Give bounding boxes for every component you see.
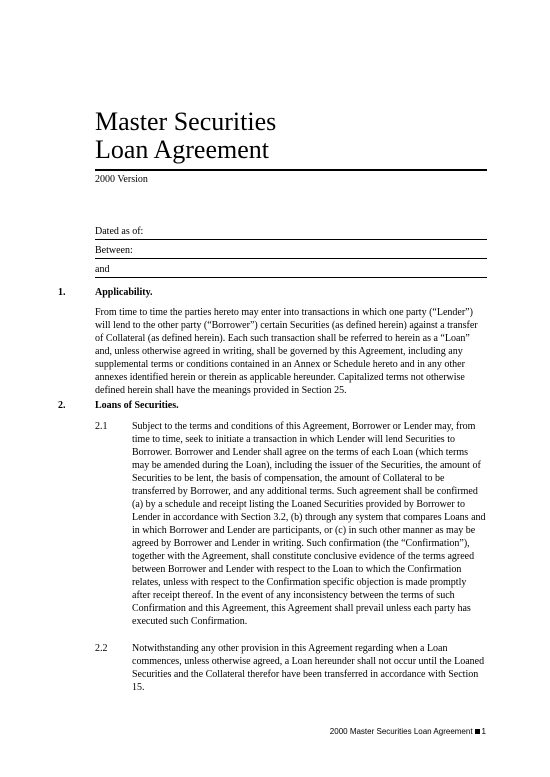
page-number: 1: [481, 727, 486, 736]
section-1-heading: [58, 286, 153, 299]
section-2-heading: [58, 399, 179, 412]
document-title: [95, 108, 276, 164]
page-footer: [330, 727, 486, 736]
between-label: Between:: [95, 245, 133, 256]
subsection-number: 2.1: [95, 421, 108, 432]
title-line-1: Master Securities: [95, 107, 277, 136]
subsection-text: Subject to the terms and conditions of this Agreement, Borrower or Lender may, from time to time, seek to initiate a transaction in which Lender will lend Securities to Borrower. Borrower and Lender shall agree on the terms of each Loan (which terms may be amended during the Loan), including the issuer of the Securities, the amount of Securities to be lent, the basis of compensation, the amount of Collateral to be transferred by Borrower, and any additional terms. Such agreement shall be confirmed (a) by a schedule and receipt listing the Loaned Securities provided by Borrower to Lender in accordance with Section 3.2, (b) through any system that compares Loans and in which Borrower and Lender are participants, or (c) in such other manner as may be agreed by Borrower and Lender in writing. Such confirmation (the “Confirmation”), together with the Agreement, shall constitute conclusive evidence of the terms agreed between Borrower and Lender with respect to the Loan to which the Confirmation relates, unless with respect to the Confirmation specific objection is made promptly after receipt thereof. In the event of any inconsistency between the terms of such Confirmation and this Agreement, this Agreement shall prevail unless each party has executed such Confirmation.: [132, 421, 486, 627]
version-label: 2000 Version: [95, 174, 148, 185]
between-field: [95, 245, 487, 259]
footer-text: 2000 Master Securities Loan Agreement: [329, 727, 473, 736]
section-title: Loans of Securities.: [95, 400, 179, 411]
section-number: 2.: [58, 400, 66, 411]
title-line-2: Loan Agreement: [95, 135, 269, 164]
title-divider: [95, 169, 487, 171]
dated-as-of-field: [95, 226, 487, 240]
section-title: Applicability.: [95, 287, 153, 298]
subsection-2-2: [95, 642, 487, 694]
section-number: 1.: [58, 287, 66, 298]
subsection-text: Notwithstanding any other provision in this Agreement regarding when a Loan commences, unless otherwise agreed, a Loan hereunder shall not occur until the Loaned Securities and the Collateral therefor have been transferred in accordance with Section 15.: [132, 643, 485, 693]
subsection-number: 2.2: [95, 643, 108, 654]
and-label: and: [95, 264, 110, 275]
square-bullet-icon: [475, 729, 480, 734]
and-field: [95, 264, 487, 278]
subsection-2-1: [95, 420, 487, 628]
section-1-body: From time to time the parties hereto may enter into transactions in which one party (“Lender”) will lend to the other party (“Borrower”) certain Securities (as defined herein) against a transfer of Collateral (as defined herein). Each such transaction shall be referred to herein as a “Loan” and, unless otherwise agreed in writing, shall be governed by this Agreement, including any supplemental terms or conditions contained in an Annex or Schedule hereto and in any other annexes identified herein or therein as applicable hereunder. Capitalized terms not otherwise defined herein shall have the meanings provided in Section 25.: [95, 307, 478, 396]
dated-as-of-label: Dated as of:: [95, 226, 144, 237]
